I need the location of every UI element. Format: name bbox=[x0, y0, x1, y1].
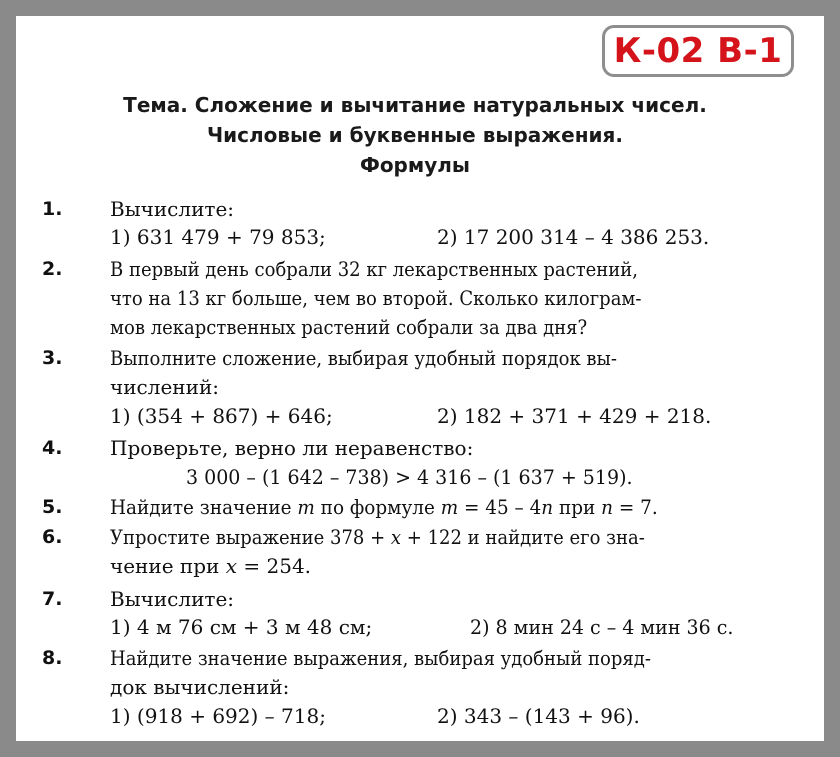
task-1-text: Вычислите: bbox=[110, 197, 235, 221]
task-2-line-2: что на 13 кг больше, чем во второй. Сколько килограм- bbox=[110, 286, 642, 310]
task-6-line-2: чение при x = 254. bbox=[110, 554, 312, 578]
topic-label: Тема. bbox=[123, 93, 188, 117]
task-number: 5. bbox=[42, 496, 63, 518]
var-m: m bbox=[440, 495, 459, 519]
task-number: 1. bbox=[42, 198, 63, 220]
header-line-1: Тема. Сложение и вычитание натуральных чисел. bbox=[123, 93, 707, 117]
task-4-inequality: 3 000 – (1 642 – 738) > 4 316 – (1 637 + 519). bbox=[186, 465, 633, 489]
task-number: 6. bbox=[42, 526, 63, 548]
var-x: x bbox=[390, 525, 402, 549]
var-n: n bbox=[541, 495, 554, 519]
task-8-line-1: Найдите значение выражения, выбирая удобный поряд- bbox=[110, 646, 651, 670]
var-x: x bbox=[225, 554, 238, 578]
task-1-part-2: 2) 17 200 314 – 4 386 253. bbox=[437, 225, 710, 249]
task-7-part-2: 2) 8 мин 24 с – 4 мин 36 с. bbox=[470, 615, 734, 639]
task-number: 2. bbox=[42, 258, 63, 280]
variant-badge: К-02 В-1 bbox=[602, 25, 794, 77]
task-6-line-1: Упростите выражение 378 + x + 122 и найдите его зна- bbox=[110, 525, 645, 549]
task-2-line-3: мов лекарственных растений собрали за два дня? bbox=[110, 315, 588, 339]
task-4-line-1: Проверьте, верно ли неравенство: bbox=[110, 436, 474, 460]
var-m: m bbox=[297, 495, 315, 519]
task-number: 4. bbox=[42, 437, 63, 459]
task-3-line-2: числений: bbox=[110, 375, 220, 399]
task-number: 7. bbox=[42, 588, 63, 610]
task-7-part-1: 1) 4 м 76 см + 3 м 48 см; bbox=[110, 615, 373, 639]
task-7-text: Вычислите: bbox=[110, 587, 235, 611]
task-number: 8. bbox=[42, 647, 63, 669]
task-3-part-2: 2) 182 + 371 + 429 + 218. bbox=[437, 404, 712, 428]
task-5-text: Найдите значение m по формуле m = 45 – 4n при n = 7. bbox=[110, 495, 658, 519]
header-line-2: Числовые и буквенные выражения. bbox=[206, 123, 623, 147]
topic-header bbox=[100, 90, 730, 180]
task-3-part-1: 1) (354 + 867) + 646; bbox=[110, 404, 333, 428]
header-line-3: Формулы bbox=[359, 153, 470, 177]
task-8-line-2: док вычислений: bbox=[110, 675, 290, 699]
task-2-line-1: В первый день собрали 32 кг лекарственных растений, bbox=[110, 257, 639, 281]
task-number: 3. bbox=[42, 347, 63, 369]
var-n: n bbox=[601, 495, 614, 519]
task-8-part-2: 2) 343 – (143 + 96). bbox=[437, 704, 640, 728]
task-3-line-1: Выполните сложение, выбирая удобный порядок вы- bbox=[110, 346, 617, 370]
task-8-part-1: 1) (918 + 692) – 718; bbox=[110, 704, 326, 728]
task-1-part-1: 1) 631 479 + 79 853; bbox=[110, 225, 326, 249]
